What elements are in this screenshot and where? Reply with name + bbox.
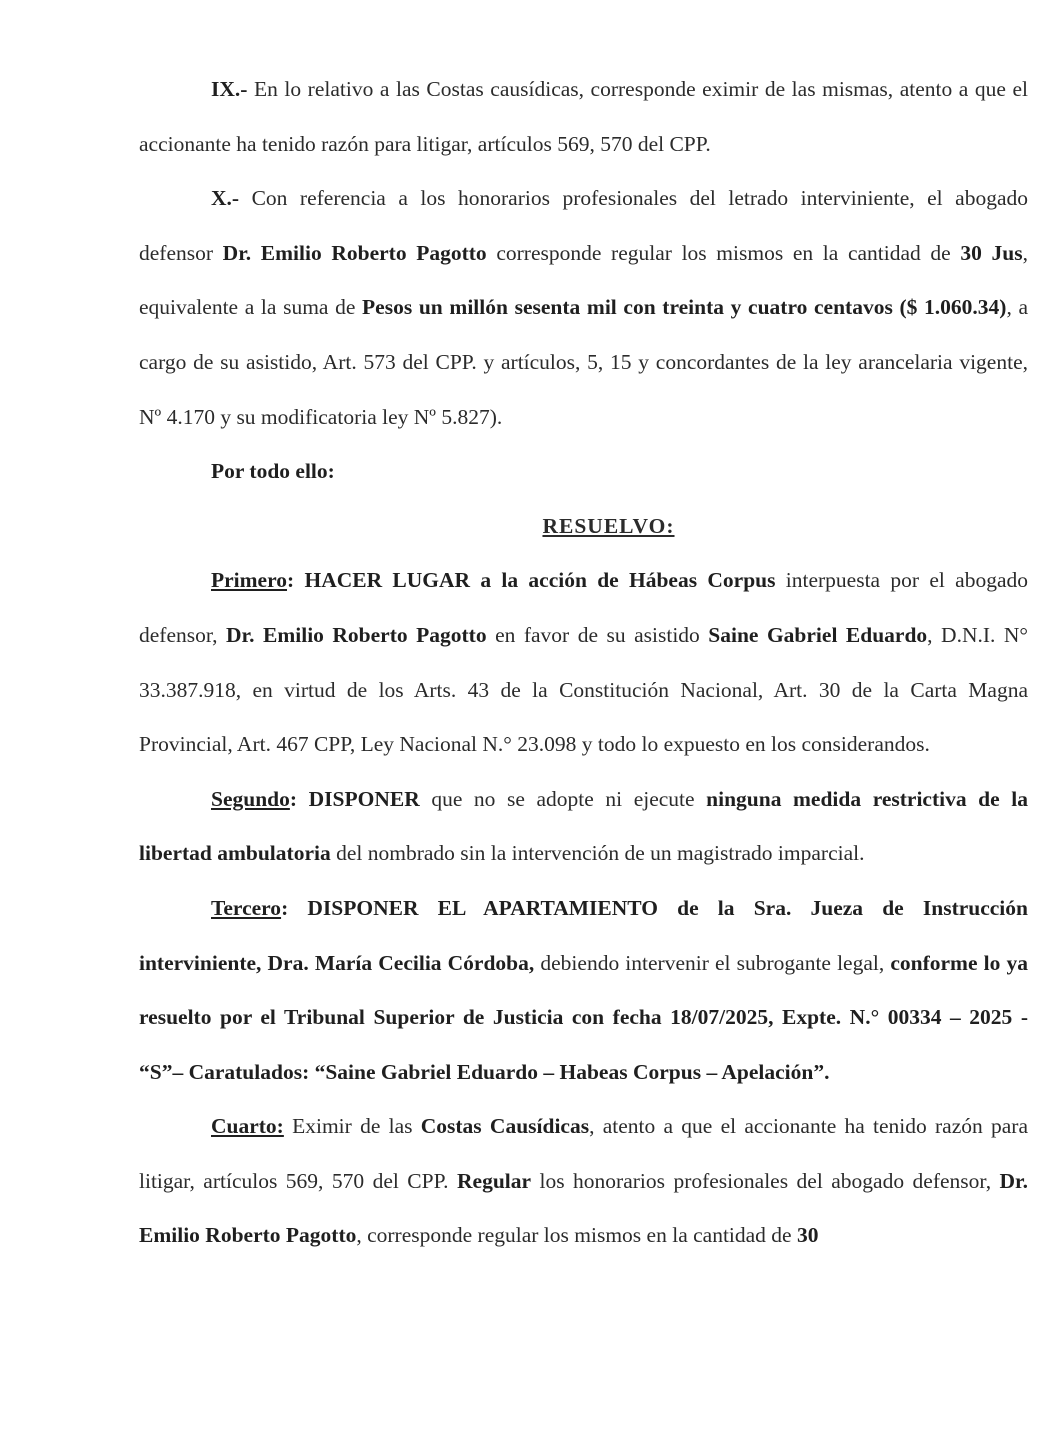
paragraph-x-text: Con referencia a los honorarios profesionales del letrado interviniente, el abogado defensor: [139, 186, 1028, 265]
item-segundo-colon: :: [289, 786, 309, 811]
paragraph-x-number: X.-: [211, 186, 240, 211]
item-primero-label: Primero: [211, 568, 288, 593]
item-tercero: [139, 881, 1028, 1099]
item-primero-colon: :: [287, 568, 305, 593]
item-primero-text: , D.N.I. N° 33.387.918, en virtud de los Arts. 43 de la Constitución Nacional, Art. 30 de la Carta Magna Provincial, Art. 467 CPP, Ley Nacional N.° 23.098 y todo lo expuesto en los considerandos.: [139, 622, 1028, 757]
item-segundo-label: Segundo: [211, 786, 290, 811]
item-primero: [139, 553, 1028, 771]
item-tercero-action: : DISPONER EL APARTAMIENTO de la Sra. Jueza de Instrucción interviniente, Dra. María Cecilia Córdoba,: [139, 895, 1028, 975]
paragraph-ix-number: IX.-: [211, 77, 248, 101]
paragraph-ix: [139, 62, 1028, 171]
closing-phrase-text: Por todo ello:: [211, 459, 335, 484]
paragraph-ix-text: En lo relativo a las Costas causídicas, corresponde eximir de las mismas, atento a que el accionante ha tenido razón para litigar, artículos 569, 570 del CPP.: [139, 77, 1028, 156]
item-cuarto-costas: Costas Causídicas: [420, 1114, 590, 1139]
item-primero-action: HACER LUGAR a la acción de Hábeas Corpus: [304, 568, 776, 593]
resolution-title: RESUELVO:: [542, 513, 675, 538]
lawyer-name: Dr. Emilio Roberto Pagotto: [222, 240, 487, 265]
client-name: Saine Gabriel Eduardo: [708, 622, 928, 647]
item-cuarto-text: Eximir de las: [283, 1114, 421, 1139]
closing-phrase: [139, 444, 1028, 499]
item-segundo-action: DISPONER: [308, 786, 420, 811]
item-primero-text: en favor de su asistido: [486, 622, 709, 647]
item-tercero-text: debiendo intervenir el subrogante legal,: [534, 950, 891, 975]
lawyer-name: Dr. Emilio Roberto Pagotto: [139, 1168, 1029, 1248]
item-cuarto-text: , corresponde regular los mismos en la cantidad de: [356, 1223, 797, 1248]
item-cuarto-regular: Regular: [457, 1168, 532, 1193]
fee-amount-pesos: Pesos un millón sesenta mil con treinta y cuatro centavos ($ 1.060.34): [362, 295, 1007, 320]
paragraph-x-text: corresponde regular los mismos en la cantidad de: [486, 240, 961, 265]
item-segundo-text: del nombrado sin la intervención de un magistrado imparcial.: [330, 841, 865, 866]
item-segundo-measure: ninguna medida restrictiva de la libertad ambulatoria: [139, 786, 1028, 866]
item-cuarto-amount: 30: [796, 1223, 819, 1248]
item-primero-text: interpuesta por el abogado defensor,: [139, 568, 1028, 647]
paragraph-x-text: , a cargo de su asistido, Art. 573 del CPP. y artículos, 5, 15 y concordantes de la ley arancelaria vigente, Nº 4.170 y su modificatoria ley Nº 5.827).: [139, 295, 1028, 429]
item-segundo-text: que no se adopte ni ejecute: [419, 786, 707, 811]
lawyer-name: Dr. Emilio Roberto Pagotto: [226, 622, 487, 647]
item-cuarto-label: Cuarto:: [211, 1114, 284, 1139]
item-tercero-label: Tercero: [211, 895, 282, 920]
fee-amount-jus: 30 Jus: [960, 240, 1023, 265]
item-segundo: [139, 772, 1028, 881]
item-cuarto-text: , atento a que el accionante ha tenido razón para litigar, artículos 569, 570 del CPP.: [139, 1114, 1029, 1193]
paragraph-x-text: , equivalente a la suma de: [139, 240, 1028, 320]
paragraph-x: [139, 171, 1028, 444]
item-cuarto: [139, 1099, 1028, 1263]
item-tercero-reference: conforme lo ya resuelto por el Tribunal Superior de Justicia con fecha 18/07/2025, Expte. N.° 00334 – 2025 - “S”– Caratulados: “Saine Gabriel Eduardo – Habeas Corpus – Apelación”.: [139, 950, 1028, 1084]
item-cuarto-text: los honorarios profesionales del abogado defensor,: [531, 1168, 1000, 1193]
